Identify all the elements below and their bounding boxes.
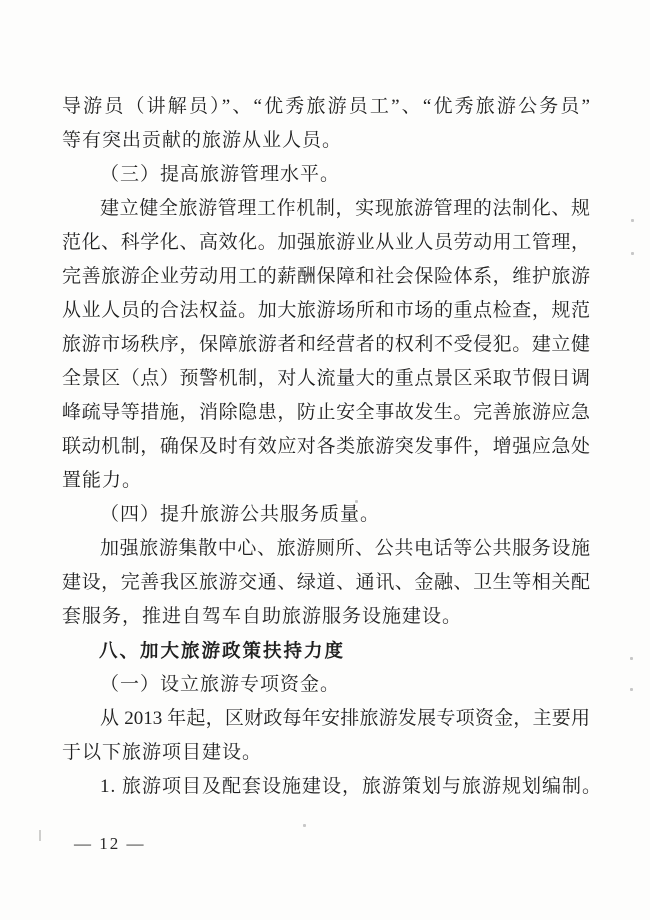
- text-line: 峰疏导等措施，消除隐患，防止安全事故发生。完善旅游应急: [62, 402, 590, 423]
- text-line: （四）提升旅游公共服务质量。: [100, 504, 381, 525]
- scan-artifact-dot: [631, 252, 634, 255]
- text-line: 等有突出贡献的旅游从业人员。: [62, 130, 343, 151]
- document-body: [62, 90, 603, 804]
- scan-artifact-dot: [631, 219, 634, 222]
- scan-artifact-dot: [630, 657, 633, 660]
- text-line: 完善旅游企业劳动用工的薪酬保障和社会保险体系，维护旅游: [62, 266, 590, 287]
- text-line: 加强旅游集散中心、旅游厕所、公共电话等公共服务设施: [100, 538, 590, 559]
- text-line: （一）设立旅游专项资金。: [100, 674, 341, 695]
- scan-artifact-dot: [303, 824, 306, 827]
- text-line: 八、加大旅游政策扶持力度: [99, 640, 346, 661]
- text-line: 从业人员的合法权益。加大旅游场所和市场的重点检查，规范: [62, 300, 590, 321]
- text-line: 于以下旅游项目建设。: [62, 742, 263, 763]
- scan-artifact-edge: [39, 830, 41, 841]
- text-line: 套服务，推进自驾车自助旅游服务设施建设。: [62, 606, 463, 627]
- text-line: （三）提高旅游管理水平。: [100, 164, 341, 185]
- text-line: 建立健全旅游管理工作机制，实现旅游管理的法制化、规: [100, 198, 590, 219]
- text-line: 建设，完善我区旅游交通、绿道、通讯、金融、卫生等相关配: [62, 572, 590, 593]
- page-number: — 12 —: [74, 834, 146, 853]
- scan-artifact-dot: [630, 688, 633, 691]
- text-line: 全景区（点）预警机制，对人流量大的重点景区采取节假日调: [62, 368, 590, 389]
- text-line: 旅游市场秩序，保障旅游者和经营者的权利不受侵犯。建立健: [62, 334, 590, 355]
- text-line: 从 2013 年起，区财政每年安排旅游发展专项资金，主要用: [100, 708, 590, 729]
- text-line: 1. 旅游项目及配套设施建设，旅游策划与旅游规划编制。: [100, 776, 603, 797]
- scan-artifact-dot: [355, 500, 358, 503]
- text-line: 置能力。: [62, 470, 143, 491]
- text-line: 联动机制，确保及时有效应对各类旅游突发事件，增强应急处: [62, 436, 590, 457]
- text-line: 导游员（讲解员）”、“优秀旅游员工”、“优秀旅游公务员”: [62, 96, 590, 117]
- page-footer: [74, 834, 146, 854]
- text-line: 范化、科学化、高效化。加强旅游业从业人员劳动用工管理，: [62, 232, 590, 253]
